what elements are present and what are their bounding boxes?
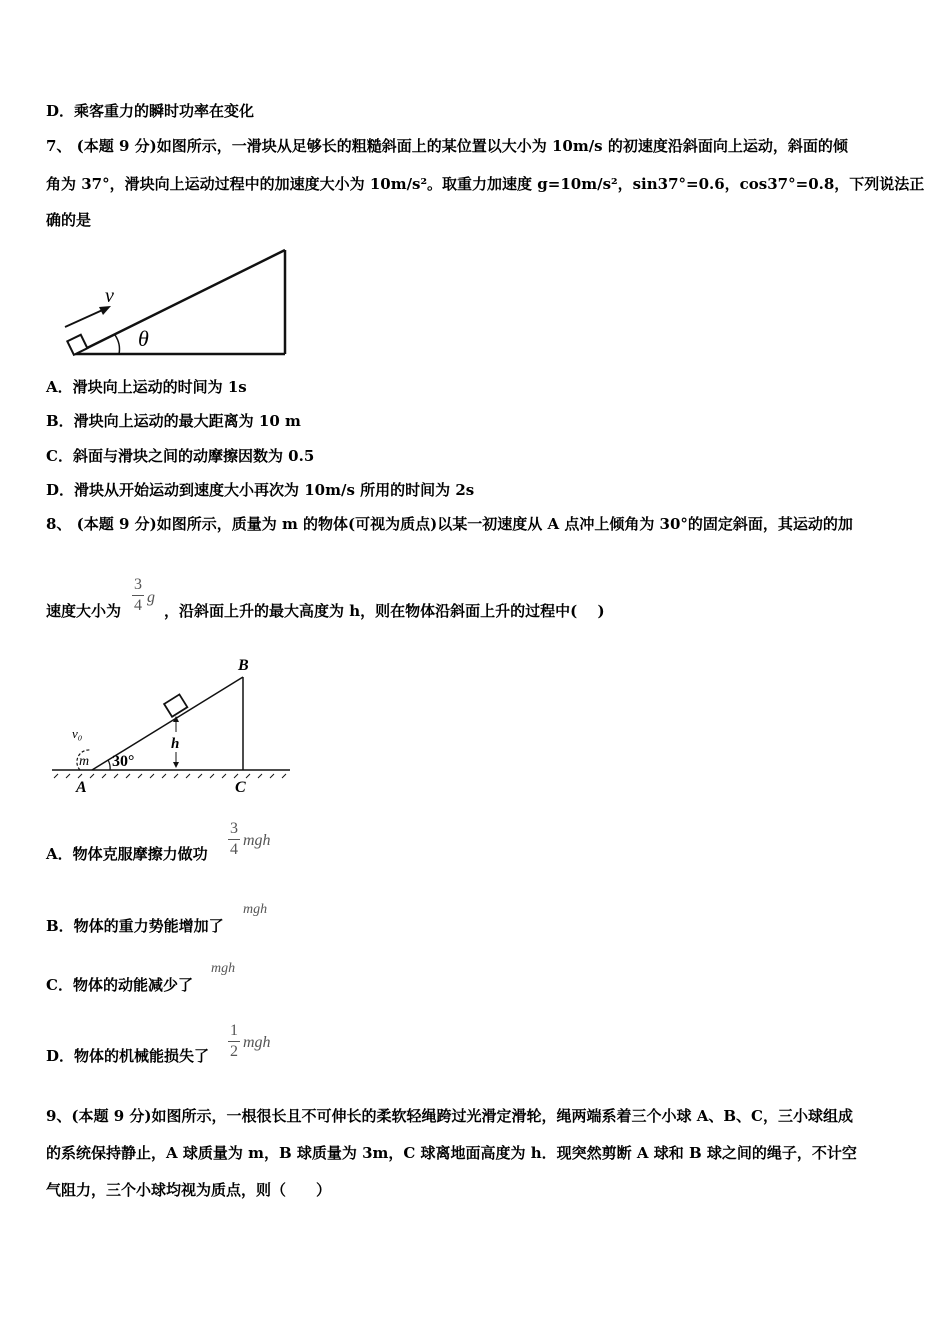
q7-slider-block [67, 335, 87, 355]
q8-stem-line1: 8、 (本题 9 分)如图所示，质量为 m 的物体(可视为质点)以某一初速度从 A 点冲上倾角为 30°的固定斜面，其运动的加 [46, 515, 853, 533]
q7-velocity-arrow [65, 308, 107, 327]
q8-stem-line2-suffix: ，沿斜面上升的最大高度为 h，则在物体沿斜面上升的过程中( ) [164, 602, 605, 620]
q7-option-d: D．滑块从开始运动到速度大小再次为 10m/s 所用的时间为 2s [46, 481, 475, 499]
q7-stem-line3: 确的是 [46, 211, 92, 229]
q7-option-a: A．滑块向上运动的时间为 1s [46, 378, 247, 396]
q8-accel-fraction [132, 576, 144, 615]
fraction-denominator: 4 [134, 597, 142, 614]
q9-stem-line2: 的系统保持静止，A 球质量为 m，B 球质量为 3m，C 球离地面高度为 h．现突然剪断 A 球和 B 球之间的绳子，不计空 [46, 1144, 857, 1162]
fraction-denominator: 2 [230, 1043, 238, 1060]
q7-option-c: C．斜面与滑块之间的动摩擦因数为 0.5 [46, 447, 315, 465]
q7-stem-line2: 角为 37°，滑块向上运动过程中的加速度大小为 10m/s²。取重力加速度 g=10m/s²，sin37°=0.6，cos37°=0.8，下列说法正 [46, 175, 925, 193]
q9-stem-line3: 气阻力，三个小球均视为质点，则（ ） [46, 1181, 332, 1199]
q8-h-label: h [171, 736, 180, 752]
q7-option-b: B．滑块向上运动的最大距离为 10 m [46, 412, 301, 430]
q8-option-a-var: mgh [243, 832, 271, 849]
q8-option-d-fraction [228, 1022, 240, 1061]
fraction-numerator: 1 [230, 1022, 238, 1039]
q8-point-a-label: A [76, 779, 87, 796]
q7-angle-arc [115, 335, 120, 354]
q8-option-c-expr: mgh [211, 961, 236, 976]
q8-point-b-label: B [238, 657, 249, 674]
q7-theta-label: θ [138, 326, 149, 351]
q8-v0-label: v₀ [72, 726, 83, 741]
q8-option-b: B．物体的重力势能增加了 [46, 917, 224, 935]
q8-point-c-label: C [235, 779, 246, 796]
q8-angle-label: 30° [112, 753, 135, 770]
q8-option-a-fraction [228, 820, 240, 859]
q8-option-b-expr: mgh [243, 902, 268, 917]
q8-incline-figure [50, 652, 295, 802]
fraction-numerator: 3 [134, 576, 142, 593]
q8-option-d: D．物体的机械能损失了 [46, 1047, 210, 1065]
q8-option-a: A．物体克服摩擦力做功 [46, 845, 208, 863]
q9-stem-line1: 9、(本题 9 分)如图所示，一根很长且不可伸长的柔软轻绳跨过光滑定滑轮，绳两端系着三个小球 A、B、C，三小球组成 [46, 1107, 853, 1125]
fraction-numerator: 3 [230, 820, 238, 837]
q7-incline-figure [55, 244, 295, 364]
q8-mass-label: m [79, 754, 90, 769]
q6-option-d: D．乘客重力的瞬时功率在变化 [46, 102, 255, 120]
q7-velocity-label: v [105, 285, 114, 307]
q8-stem-line2-prefix: 速度大小为 [46, 602, 122, 620]
fraction-denominator: 4 [230, 841, 238, 858]
q8-option-d-var: mgh [243, 1034, 271, 1051]
q8-option-c: C．物体的动能减少了 [46, 976, 193, 994]
q7-stem-line1: 7、 (本题 9 分)如图所示，一滑块从足够长的粗糙斜面上的某位置以大小为 10m/s 的初速度沿斜面向上运动，斜面的倾 [46, 137, 848, 155]
q8-accel-var: g [147, 589, 155, 606]
